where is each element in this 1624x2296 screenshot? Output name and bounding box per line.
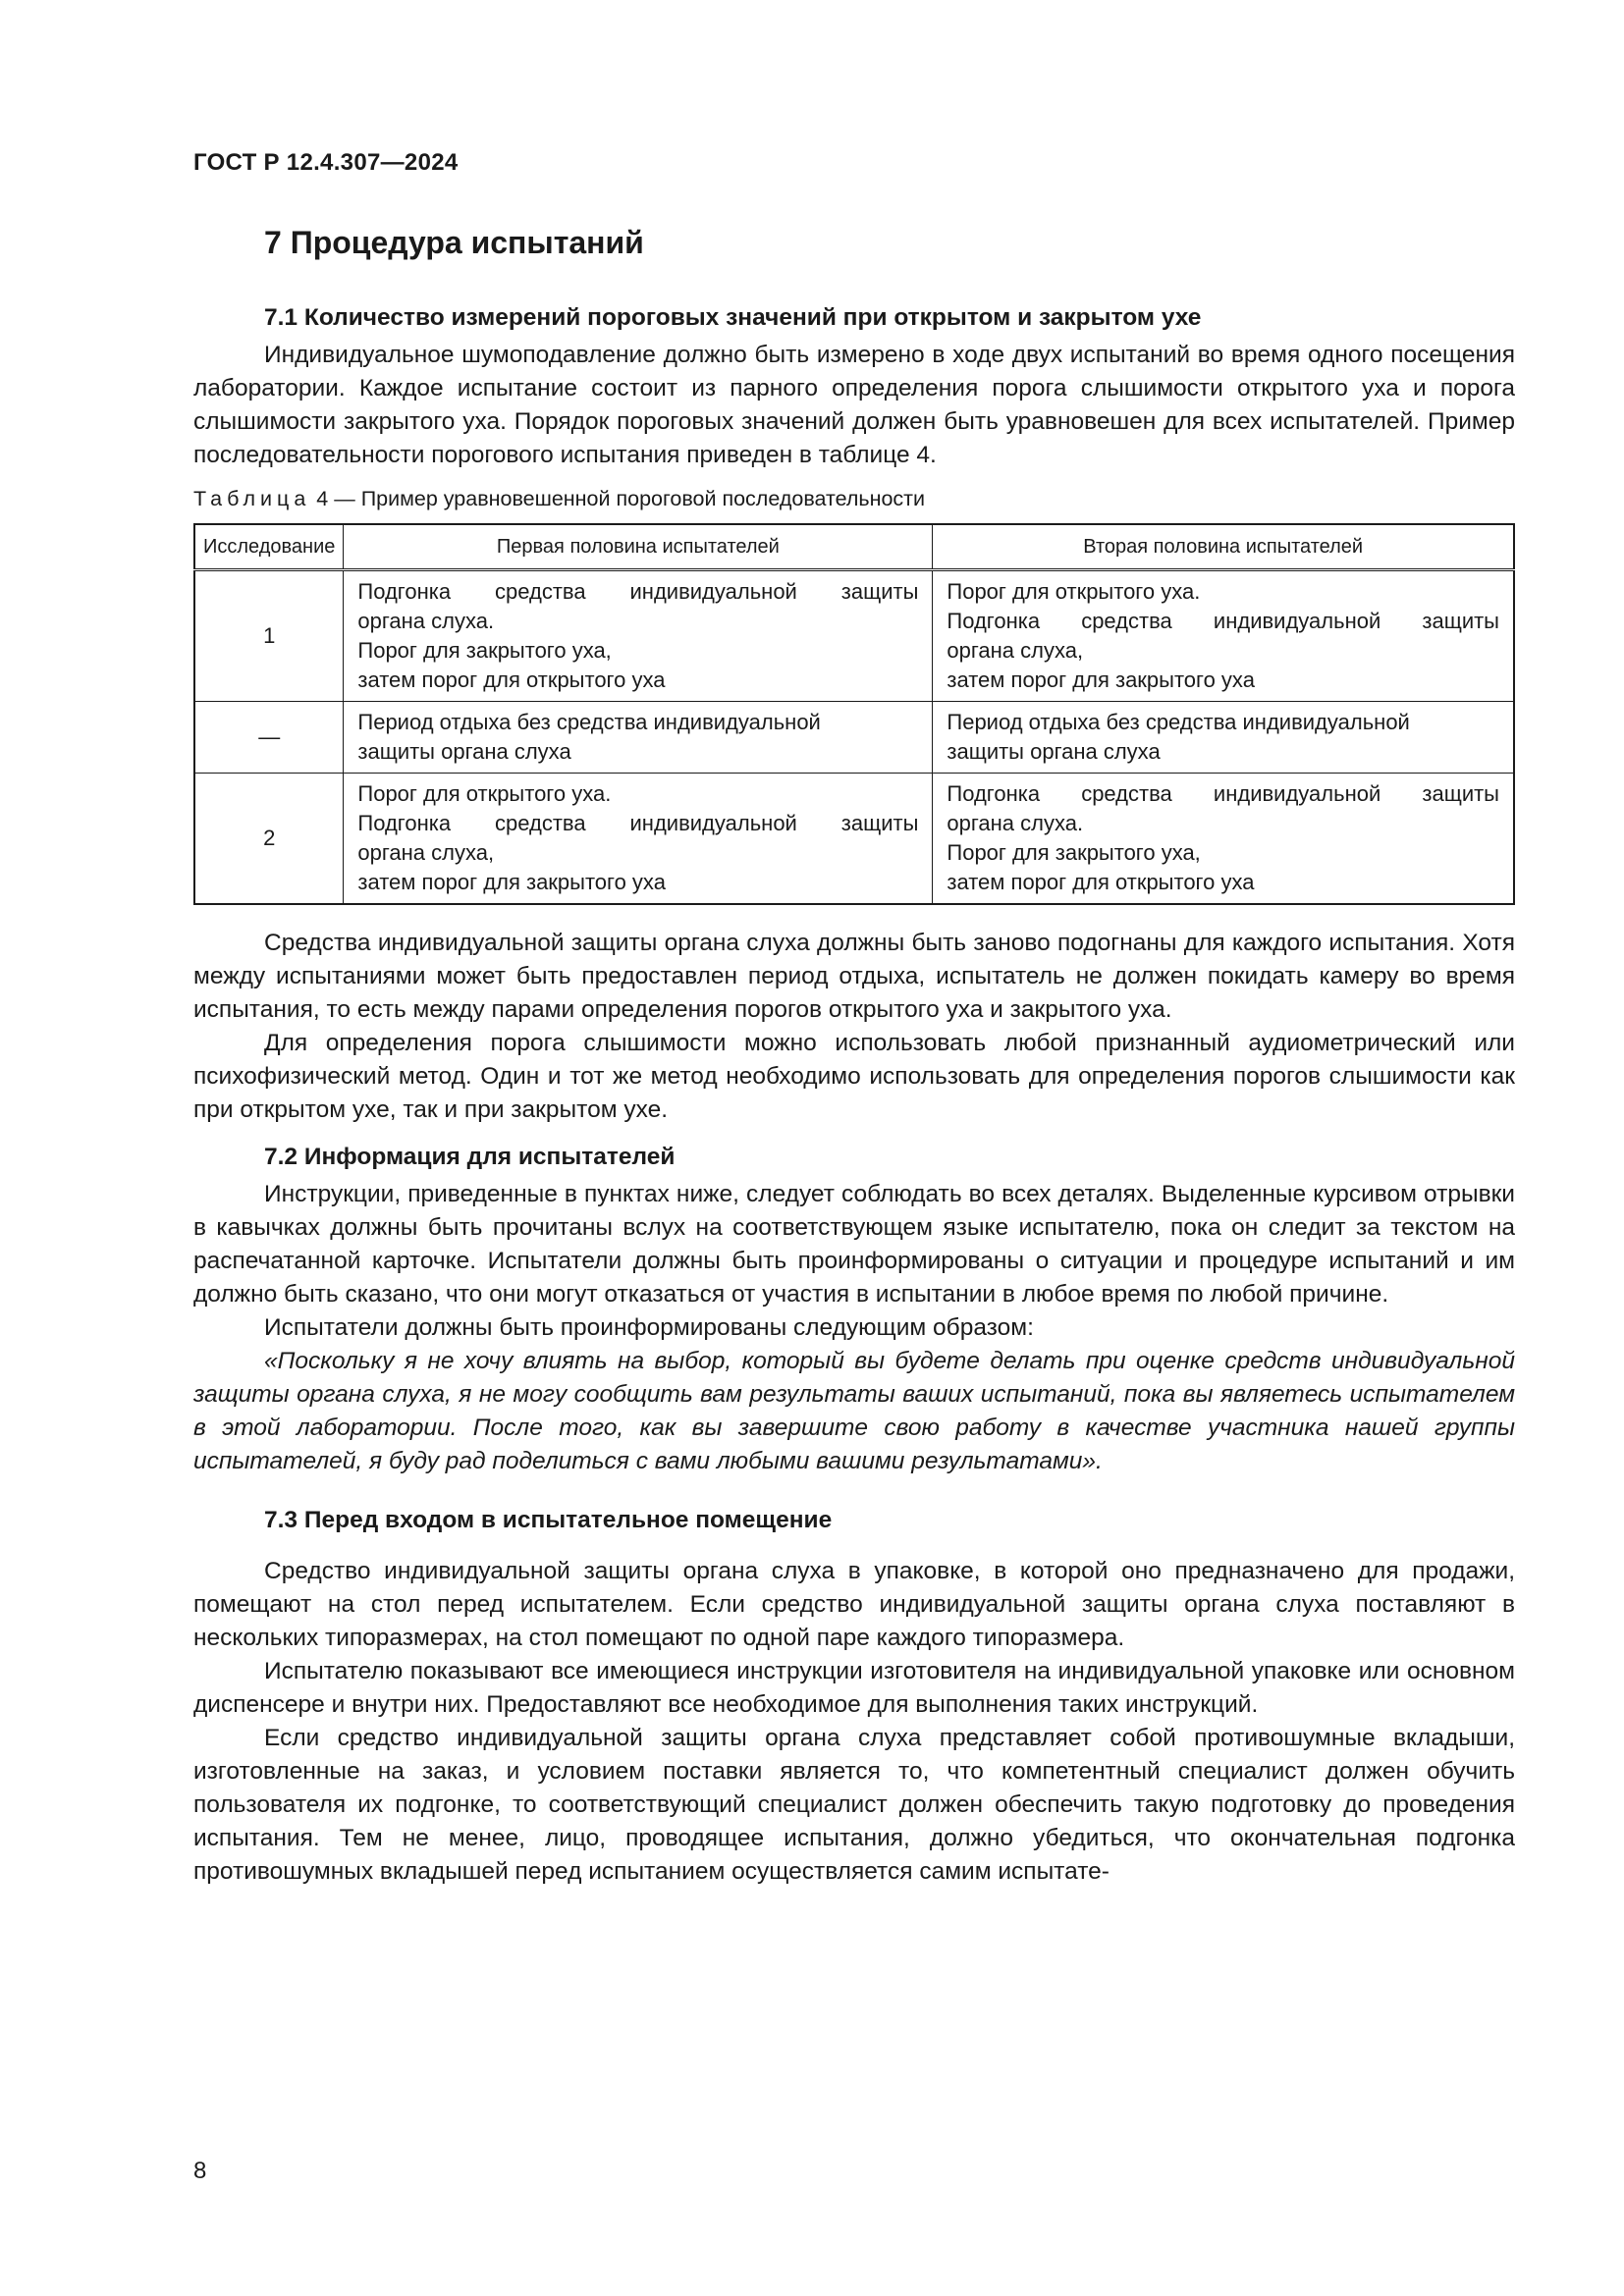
column-header: Первая половина испытателей bbox=[344, 524, 933, 570]
subsection-7-1-title: 7.1 Количество измерений пороговых значений при открытом и закрытом ухе bbox=[264, 304, 1202, 331]
cell-line: затем порог для закрытого уха bbox=[947, 667, 1255, 692]
paragraph: Средства индивидуальной защиты органа слуха должны быть заново подогнаны для каждого испытания. Хотя между испытаниями может быть предоставлен период отдыха, испытатель не должен покидать камеру во время испытания, то есть между парами определения порогов открытого уха и закрытого уха. bbox=[193, 930, 1515, 1023]
cell-line: органа слуха, bbox=[947, 638, 1084, 663]
threshold-sequence-table bbox=[193, 523, 1515, 905]
page-number: 8 bbox=[193, 2158, 207, 2184]
table-cell-number: 1 bbox=[194, 570, 344, 702]
cell-line: Порог для закрытого уха, bbox=[357, 638, 612, 663]
cell-line: Порог для открытого уха. bbox=[947, 579, 1201, 604]
cell-line: Порог для открытого уха. bbox=[357, 781, 612, 806]
table-caption-text: 4 — Пример уравновешенной пороговой последовательности bbox=[316, 487, 926, 510]
cell-line: Период отдыха без средства индивидуальной bbox=[357, 710, 821, 734]
cell-line: затем порог для закрытого уха bbox=[357, 870, 666, 894]
cell-line: органа слуха. bbox=[357, 609, 495, 633]
cell-line: Подгонка средства индивидуальной защиты bbox=[947, 781, 1499, 806]
section-title: 7 Процедура испытаний bbox=[264, 225, 644, 260]
paragraph: Индивидуальное шумоподавление должно быть измерено в ходе двух испытаний во время одного посещения лаборатории. Каждое испытание состоит из парного определения порога слышимости открытого уха и порога слышимости закрытого уха. Порядок пороговых значений должен быть уравновешен для всех испытателей. Пример последовательности порогового испытания приведен в таблице 4. bbox=[193, 342, 1515, 468]
cell-line: Порог для закрытого уха, bbox=[947, 840, 1201, 865]
table-cell-number: — bbox=[194, 702, 344, 774]
table-cell bbox=[933, 702, 1514, 774]
subsection-7-3-title: 7.3 Перед входом в испытательное помещение bbox=[264, 1507, 833, 1533]
table-cell-number: 2 bbox=[194, 774, 344, 905]
table-cell bbox=[933, 570, 1514, 702]
cell-line: органа слуха, bbox=[357, 840, 495, 865]
cell-line: органа слуха. bbox=[947, 811, 1084, 835]
table-caption-label: Таблица bbox=[193, 487, 311, 510]
column-header: Вторая половина испытателей bbox=[933, 524, 1514, 570]
table-cell bbox=[344, 702, 933, 774]
page-content bbox=[193, 221, 1515, 1889]
quoted-paragraph: «Поскольку я не хочу влиять на выбор, который вы будете делать при оценке средств индивидуальной защиты органа слуха, я не могу сообщить вам результаты ваших испытаний, пока вы являетесь испытателем в этой лаборатории. После того, как вы завершите свою работу в качестве участника нашей группы испытателей, я буду рад поделиться с вами любыми вашими результатами». bbox=[193, 1348, 1515, 1474]
table-row bbox=[194, 570, 1514, 702]
table-row bbox=[194, 774, 1514, 905]
table-cell bbox=[344, 570, 933, 702]
cell-line: защиты органа слуха bbox=[947, 739, 1161, 764]
cell-line: Подгонка средства индивидуальной защиты bbox=[357, 579, 919, 604]
cell-line: затем порог для открытого уха bbox=[357, 667, 666, 692]
table-caption bbox=[193, 484, 1515, 513]
table-cell bbox=[933, 774, 1514, 905]
cell-line: затем порог для открытого уха bbox=[947, 870, 1255, 894]
table-row bbox=[194, 702, 1514, 774]
cell-line: Подгонка средства индивидуальной защиты bbox=[357, 811, 919, 835]
column-header: Исследование bbox=[194, 524, 344, 570]
document-header: ГОСТ Р 12.4.307—2024 bbox=[193, 149, 459, 176]
paragraph: Инструкции, приведенные в пунктах ниже, следует соблюдать во всех деталях. Выделенные курсивом отрывки в кавычках должны быть прочитаны вслух на соответствующем языке испытателю, пока он следит за текстом на распечатанной карточке. Испытатели должны быть проинформированы о ситуации и процедуре испытаний и им должно быть сказано, что они могут отказаться от участия в испытании в любое время по любой причине. bbox=[193, 1181, 1515, 1308]
subsection-7-2-title: 7.2 Информация для испытателей bbox=[264, 1144, 676, 1170]
cell-line: защиты органа слуха bbox=[357, 739, 571, 764]
table-header-row bbox=[194, 524, 1514, 570]
paragraph: Средство индивидуальной защиты органа слуха в упаковке, в которой оно предназначено для продажи, помещают на стол перед испытателем. Если средство индивидуальной защиты органа слуха поставляют в нескольких типоразмерах, на стол помещают по одной паре каждого типоразмера. bbox=[193, 1558, 1515, 1651]
paragraph: Если средство индивидуальной защиты органа слуха представляет собой противошумные вкладыши, изготовленные на заказ, и условием поставки является то, что компетентный специалист должен обучить пользователя их подгонке, то соответствующий специалист должен обеспечить такую подготовку до проведения испытания. Тем не менее, лицо, проводящее испытания, должно убедиться, что окончательная подгонка противошумных вкладышей перед испытанием осуществляется самим испытате- bbox=[193, 1725, 1515, 1885]
paragraph: Испытатели должны быть проинформированы следующим образом: bbox=[264, 1314, 1034, 1341]
cell-line: Подгонка средства индивидуальной защиты bbox=[947, 609, 1499, 633]
table-cell bbox=[344, 774, 933, 905]
cell-line: Период отдыха без средства индивидуальной bbox=[947, 710, 1410, 734]
paragraph: Для определения порога слышимости можно использовать любой признанный аудиометрический или психофизический метод. Один и тот же метод необходимо использовать для определения порогов слышимости как при открытом ухе, так и при закрытом ухе. bbox=[193, 1030, 1515, 1123]
paragraph: Испытателю показывают все имеющиеся инструкции изготовителя на индивидуальной упаковке или основном диспенсере и внутри них. Предоставляют все необходимое для выполнения таких инструкций. bbox=[193, 1658, 1515, 1718]
